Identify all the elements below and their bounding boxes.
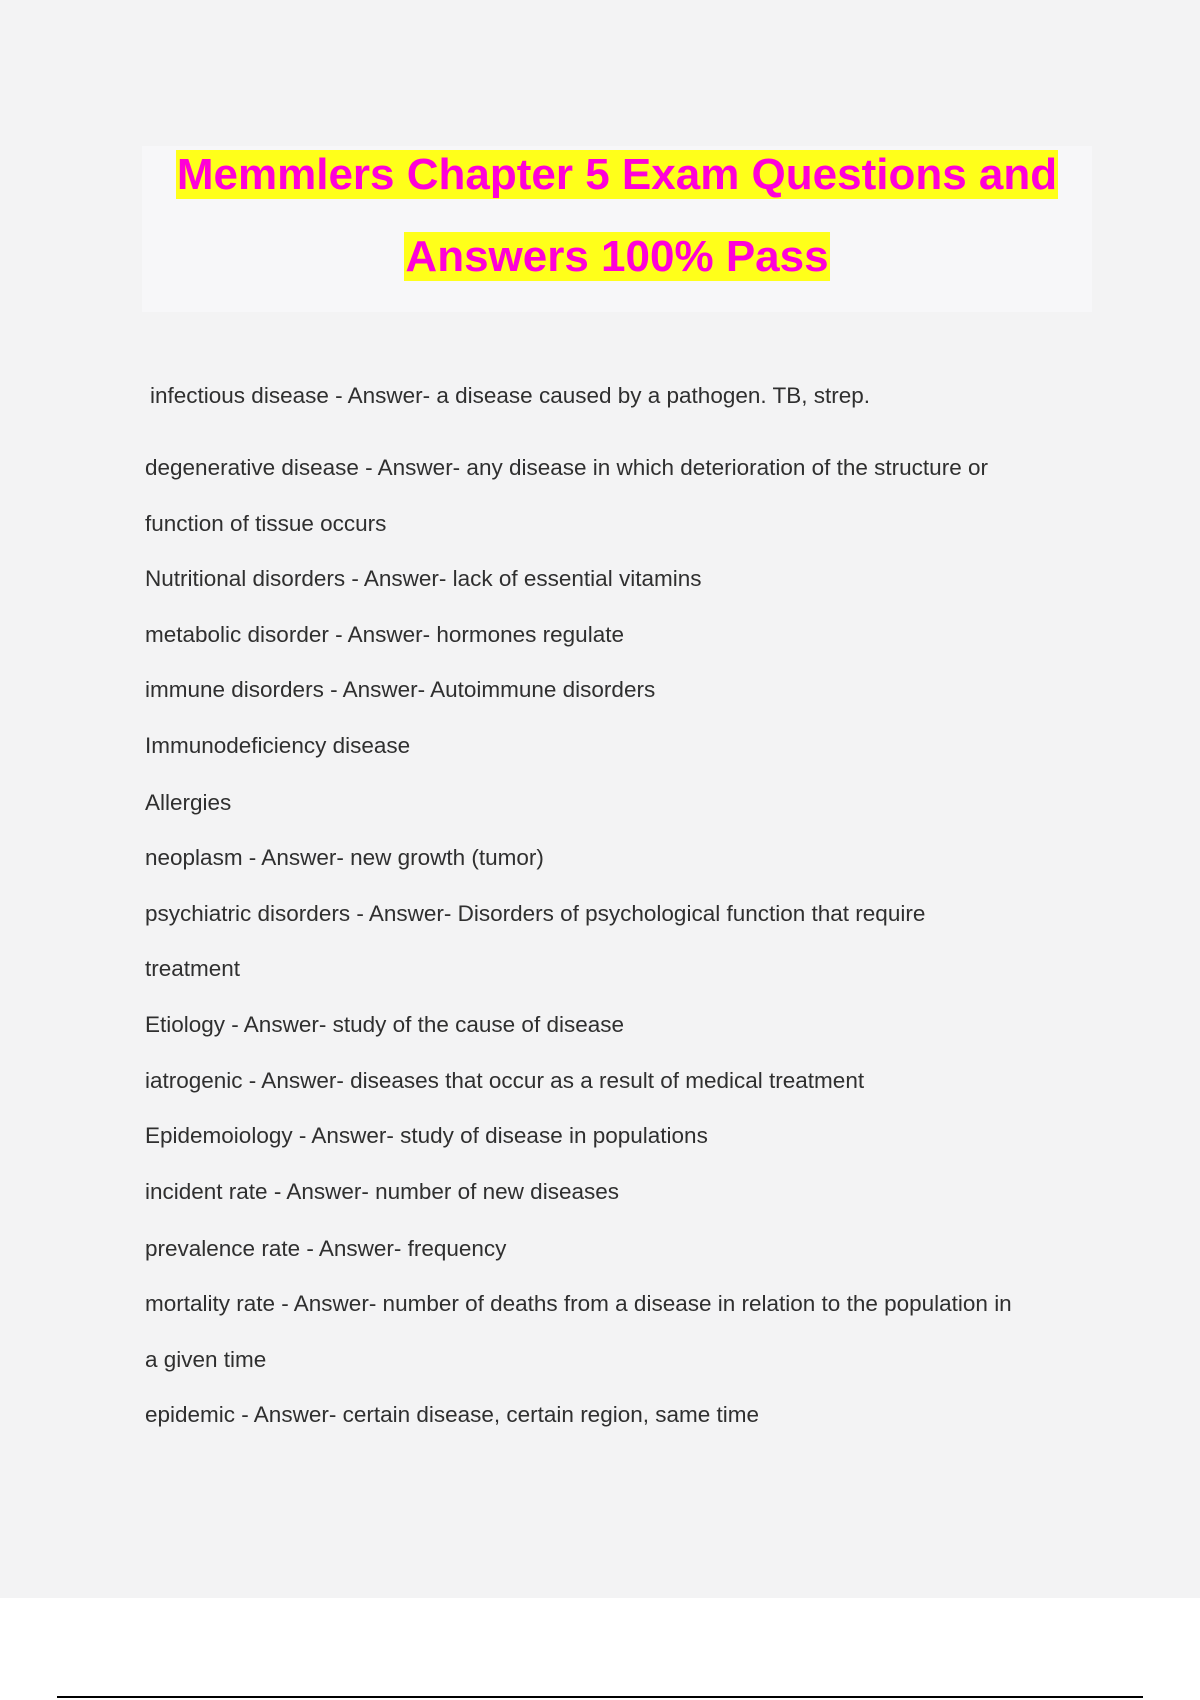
qa-line: infectious disease - Answer- a disease caused by a pathogen. TB, strep. xyxy=(150,383,870,408)
qa-line-continuation: treatment xyxy=(145,956,241,981)
qa-line: degenerative disease - Answer- any disease in which deterioration of the structure or xyxy=(145,455,988,480)
qa-line: psychiatric disorders - Answer- Disorders of psychological function that require xyxy=(145,901,926,926)
document-title-line-2: Answers 100% Pass xyxy=(405,232,829,281)
qa-line: Nutritional disorders - Answer- lack of essential vitamins xyxy=(145,566,702,591)
qa-line: incident rate - Answer- number of new diseases xyxy=(145,1179,619,1204)
document-title-line-1: Memmlers Chapter 5 Exam Questions and xyxy=(176,150,1058,199)
footer-rule xyxy=(57,1696,1143,1698)
qa-line: Allergies xyxy=(145,790,232,815)
qa-line-continuation: function of tissue occurs xyxy=(145,511,387,536)
qa-line: epidemic - Answer- certain disease, certain region, same time xyxy=(145,1402,760,1427)
qa-line: iatrogenic - Answer- diseases that occur as a result of medical treatment xyxy=(145,1068,865,1093)
qa-line: Epidemoiology - Answer- study of disease in populations xyxy=(145,1123,708,1148)
qa-line: Etiology - Answer- study of the cause of disease xyxy=(145,1012,625,1037)
qa-line-continuation: a given time xyxy=(145,1347,267,1372)
qa-line: immune disorders - Answer- Autoimmune disorders xyxy=(145,677,656,702)
title-block xyxy=(142,146,1092,312)
qa-line: mortality rate - Answer- number of deaths from a disease in relation to the population in xyxy=(145,1291,1012,1316)
qa-line: prevalence rate - Answer- frequency xyxy=(145,1236,507,1261)
qa-line: neoplasm - Answer- new growth (tumor) xyxy=(145,845,544,870)
qa-line: metabolic disorder - Answer- hormones regulate xyxy=(145,622,624,647)
qa-line: Immunodeficiency disease xyxy=(145,733,411,758)
